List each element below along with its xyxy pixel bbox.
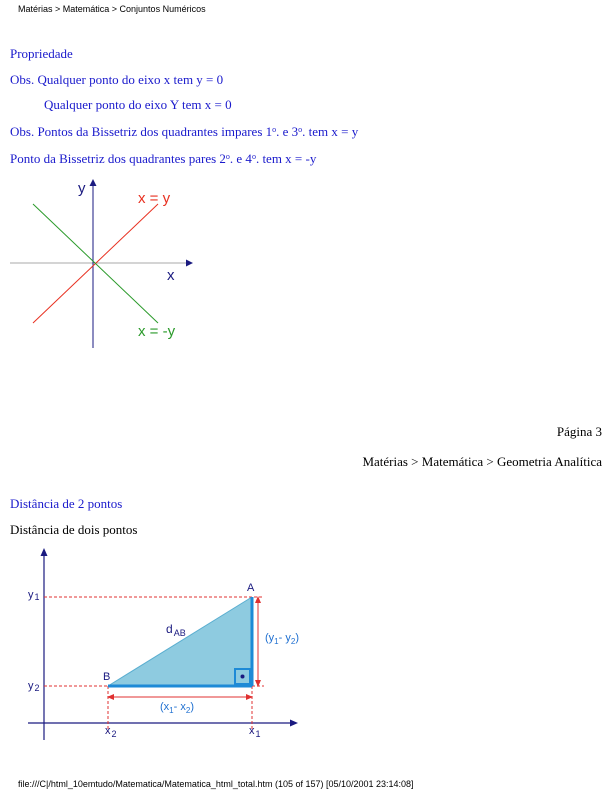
dx-arrow-right-icon xyxy=(246,694,253,700)
right-angle-dot xyxy=(241,675,245,679)
footer-file-path: file:///C|/html_10emtudo/Matematica/Matematica_html_total.htm (105 of 157) [05/10/2001 23:14:08] xyxy=(18,779,414,789)
label-dab: $d_{AB}$ xyxy=(166,622,186,638)
section-heading-distancia: Distância de 2 pontos xyxy=(10,496,123,511)
bisector-diagram xyxy=(0,170,240,360)
obs-line-even-bisector: Ponto da Bissetriz dos quadrantes pares 2$^o$. e 4$^o$. tem x = -y xyxy=(10,151,317,166)
x-axis-label: x xyxy=(167,267,175,284)
dy-arrow-down-icon xyxy=(255,680,261,687)
page-number: Página 3 xyxy=(556,424,602,439)
label-point-b: B xyxy=(103,671,111,683)
obs-line-odd-bisector: Obs. Pontos da Bissetriz dos quadrantes impares 1$^o$. e 3$^o$. tem x = y xyxy=(10,124,359,139)
label-dy: ($y_1-$ $y_2$) xyxy=(265,632,299,646)
obs-line-y-axis: Qualquer ponto do eixo Y tem x = 0 xyxy=(44,97,232,112)
y-axis-arrow-icon xyxy=(41,548,48,556)
top-breadcrumb: Matérias > Matemática > Conjuntos Numéricos xyxy=(18,4,206,14)
label-y2: y2 xyxy=(28,680,40,693)
y-axis-label: y xyxy=(78,180,86,197)
x-axis-arrow-icon xyxy=(186,260,193,267)
distance-diagram xyxy=(0,540,320,740)
label-x-equals-neg-y: x = -y xyxy=(138,323,176,340)
dx-arrow-left-icon xyxy=(107,694,114,700)
label-dx: ($x_1-$ $x_2$) xyxy=(160,701,194,715)
obs-line-x-axis: Obs. Qualquer ponto do eixo x tem y = 0 xyxy=(10,72,224,87)
label-x-equals-y: x = y xyxy=(138,190,171,207)
section-subheading-distancia: Distância de dois pontos xyxy=(10,522,138,537)
breadcrumb-geometria: Matérias > Matemática > Geometria Analítica xyxy=(362,454,602,469)
x-axis-arrow-icon xyxy=(290,720,298,727)
label-y1: y1 xyxy=(28,589,40,602)
label-x2: $x_2$ xyxy=(105,725,117,739)
label-point-a: A xyxy=(247,582,255,594)
y-axis-arrow-icon xyxy=(90,179,97,186)
label-x1: $x_1$ xyxy=(249,725,261,739)
section-heading-propriedade: Propriedade xyxy=(10,46,73,61)
